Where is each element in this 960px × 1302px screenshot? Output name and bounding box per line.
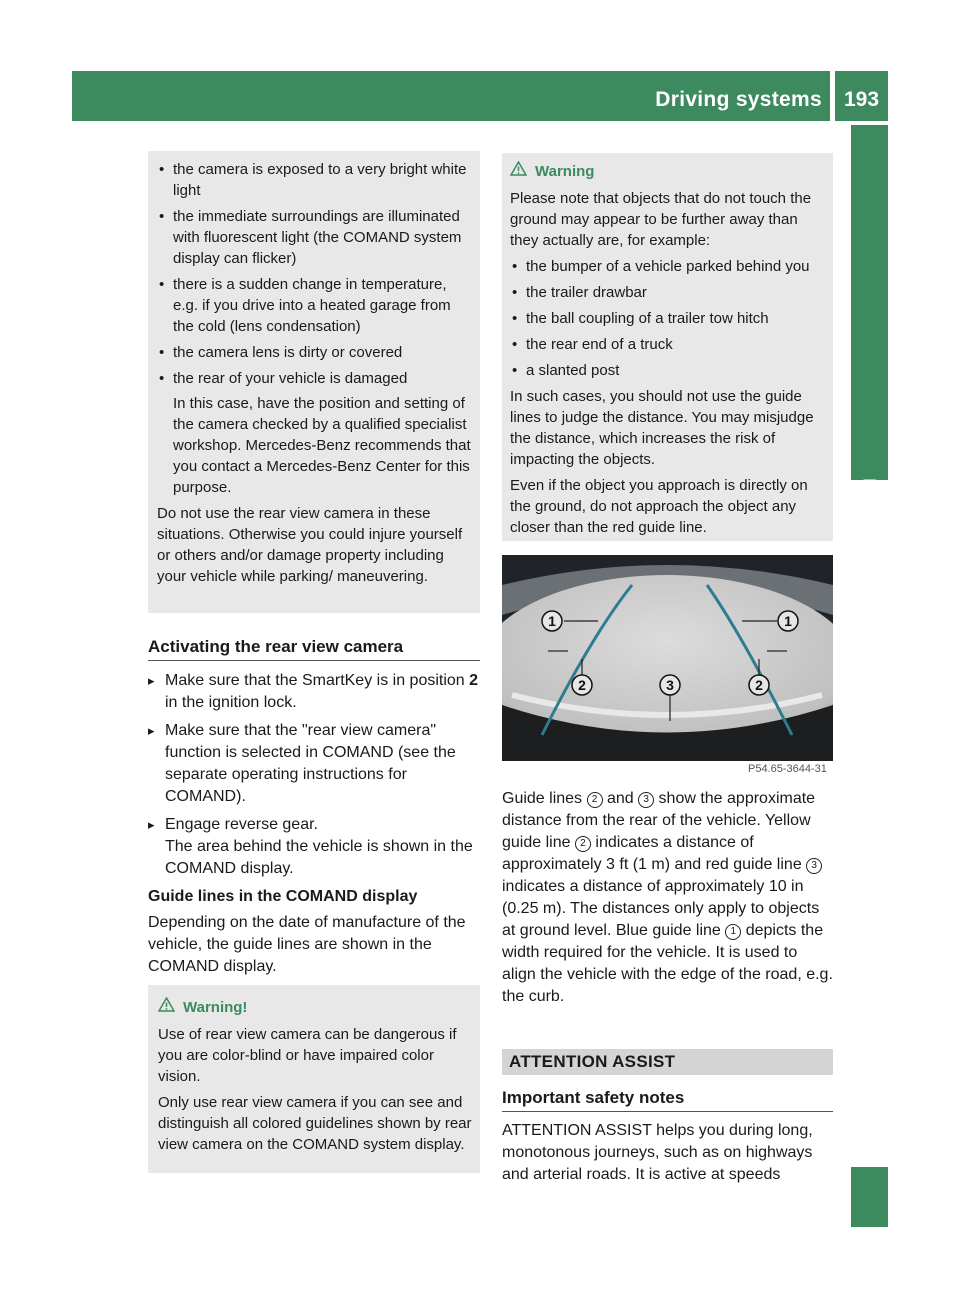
left-warning-continuation [148, 151, 480, 613]
rear-camera-figure [502, 555, 833, 761]
callout-inline: 3 [806, 858, 822, 874]
callout-inline: 3 [638, 792, 654, 808]
closing-paragraph: Do not use the rear view camera in these situations. Otherwise you could injure yourself or others and/or damage property including your vehicle while parking/ maneuvering. [157, 505, 463, 585]
step-text: Make sure that the SmartKey is in position [165, 672, 470, 689]
callout-inline: 1 [725, 924, 741, 940]
warning-triangle-icon [158, 997, 175, 1018]
step-text: ▸ Engage reverse gear. [165, 816, 318, 833]
rear-camera-image [502, 555, 833, 761]
heading-important-safety: Important safety notes [502, 1088, 685, 1107]
list-item: • a slanted post [510, 360, 827, 381]
list-item: • the bumper of a vehicle parked behind you [510, 256, 827, 277]
position-number: 2 [469, 672, 479, 689]
guide-lines-text: Depending on the date of manufacture of the vehicle, the guide lines are shown in the COMAND display. [148, 914, 466, 975]
heading-activating: Activating the rear view camera [148, 637, 404, 656]
warning-intro: Please note that objects that do not touch the ground may appear to be further away than they actually are, for example: [510, 190, 812, 249]
attention-assist-title: ATTENTION ASSIST [509, 1052, 676, 1071]
warning-title-text: Warning! [183, 999, 248, 1016]
list-item: • the trailer drawbar [510, 282, 827, 303]
list-item-subtext: In this case, have the position and setting of the camera checked by a qualified specialist workshop. Mercedes-Benz recommends that you contact a Mercedes-Benz Center for this purpose. [173, 395, 471, 496]
step-item: ▸ Make sure that the "rear view camera" function is selected in COMAND (see the separate operating instructions for COMAND). [148, 720, 482, 808]
warning-title [158, 997, 472, 1018]
instruction-steps [148, 670, 482, 886]
list-item: • the camera is exposed to a very bright white light [157, 159, 472, 201]
warning-paragraph: Even if the object you approach is directly on the ground, do not approach the object any closer than the red guide line. [510, 477, 808, 536]
page-number: 193 [843, 88, 880, 111]
side-tab-label: Driving and parking [857, 478, 880, 676]
list-item: • the rear end of a truck [510, 334, 827, 355]
callout-label: 2 [578, 677, 586, 693]
section-title: Driving systems [655, 88, 822, 111]
warning-box-color-blind [148, 985, 480, 1173]
callout-label: 1 [548, 613, 556, 629]
side-tab-marker [851, 1167, 888, 1227]
warning-title-text: Warning [535, 163, 595, 180]
step-item [148, 670, 482, 714]
callout-inline: 2 [587, 792, 603, 808]
list-item-text: • the rear of your vehicle is damaged [173, 370, 408, 387]
figure-code: P54.65-3644-31 [748, 763, 827, 775]
warning-paragraph: In such cases, you should not use the guide lines to judge the distance. You may misjudge the distance, which increases the risk of impacting the objects. [510, 388, 814, 468]
callout-label: 1 [784, 613, 792, 629]
step-item [148, 814, 482, 880]
list-item: • the ball coupling of a trailer tow hitch [510, 308, 827, 329]
warning-paragraph: Only use rear view camera if you can see and distinguish all colored guidelines shown by rear view camera on the COMAND system display. [158, 1094, 472, 1153]
callout-label: 2 [755, 677, 763, 693]
warning-triangle-icon [510, 161, 527, 182]
warning-title [510, 161, 827, 182]
list-item: • there is a sudden change in temperature, e.g. if you drive into a heated garage from the cold (lens condensation) [157, 274, 472, 337]
warning-paragraph: Use of rear view camera can be dangerous if you are color-blind or have impaired color vision. [158, 1026, 457, 1085]
warning-box-objects [502, 153, 833, 541]
heading-rule [148, 660, 480, 661]
callout-label: 3 [666, 677, 674, 693]
heading-rule [502, 1111, 833, 1112]
side-tab [851, 125, 888, 480]
step-text: in the ignition lock. [165, 694, 297, 711]
list-item: • the immediate surroundings are illuminated with fluorescent light (the COMAND system display can flicker) [157, 206, 472, 269]
heading-guide-lines: Guide lines in the COMAND display [148, 888, 418, 905]
list-item: • the camera lens is dirty or covered [157, 342, 472, 363]
list-item [157, 368, 472, 498]
guide-lines-description: Guide lines 2 and 3 show the approximate distance from the rear of the vehicle. Yellow guide line 2 indicates a distance of approximately 3 ft (1 m) and red guide line 3 indicates a distance of approximately 10 in (0.25 m). The distances only apply to objects at ground level. Blue guide line 1 depicts the width required for the vehicle. It is used to align the vehicle with the edge of the road, e.g. the curb. [502, 790, 833, 1005]
step-result: The area behind the vehicle is shown in the COMAND display. [165, 838, 473, 877]
attention-assist-text: ATTENTION ASSIST helps you during long, monotonous journeys, such as on highways and arterial roads. It is active at speeds [502, 1122, 813, 1183]
callout-inline: 2 [575, 836, 591, 852]
